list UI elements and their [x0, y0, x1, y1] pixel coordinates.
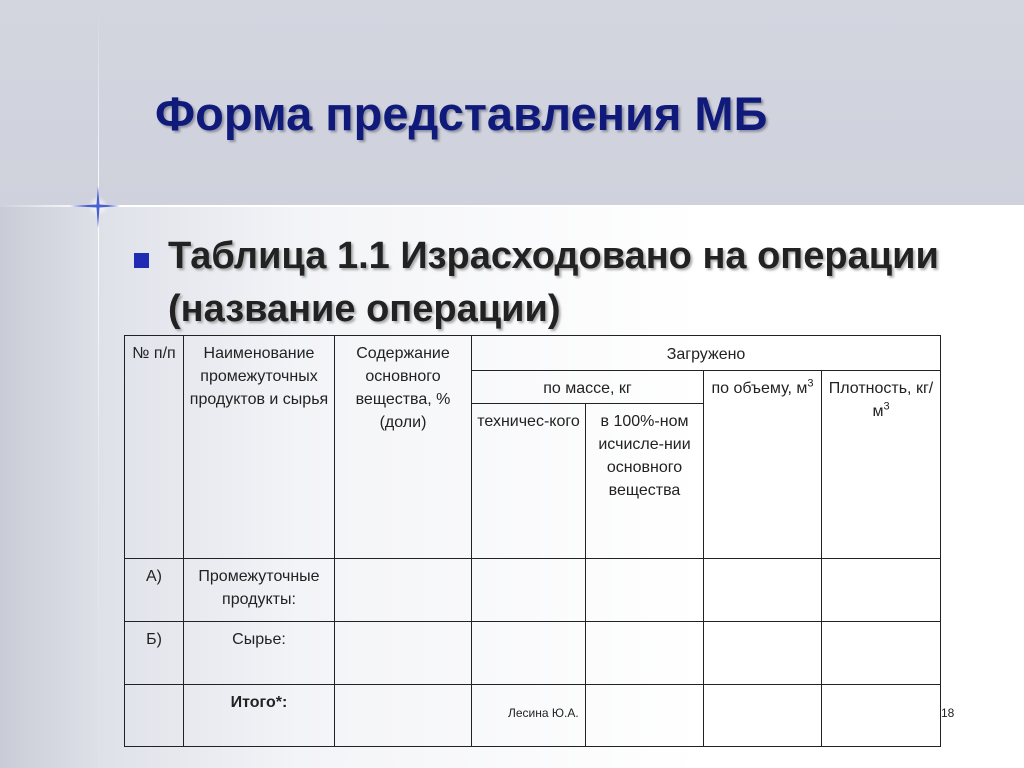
empty-cell: [704, 559, 822, 622]
empty-cell: [586, 622, 704, 685]
header-by-volume-sup: 3: [807, 377, 814, 390]
empty-cell: [586, 685, 704, 747]
sparkle-icon: [60, 178, 140, 238]
slide-title: Форма представления МБ: [155, 87, 768, 140]
empty-cell: [335, 622, 472, 685]
empty-cell: [472, 559, 586, 622]
bullet-square-icon: [134, 253, 149, 268]
row-name-cell: Сырье:: [184, 622, 335, 685]
row-num-cell: А): [125, 559, 184, 622]
table-row: [125, 559, 941, 622]
table-row: [125, 622, 941, 685]
page-number: 18: [941, 706, 955, 720]
row-name-cell: Итого*:: [184, 685, 335, 747]
header-in-100: в 100%-ном исчисле-нии основного вещества: [586, 404, 704, 559]
empty-cell: [822, 622, 941, 685]
row-name-cell: Промежуточные продукты:: [184, 559, 335, 622]
header-name: Наименование промежуточных продуктов и сырья: [184, 336, 335, 559]
header-density: [822, 371, 941, 559]
material-balance-table: [124, 335, 941, 747]
header-by-mass: по массе, кг: [472, 371, 704, 404]
header-density-sup: 3: [883, 400, 890, 413]
empty-cell: [704, 685, 822, 747]
empty-cell: [822, 559, 941, 622]
row-num-cell: Б): [125, 622, 184, 685]
empty-cell: [335, 685, 472, 747]
empty-cell: [586, 559, 704, 622]
header-by-volume-text: по объему, м: [711, 380, 808, 397]
row-num-cell: [125, 685, 184, 747]
empty-cell: [472, 622, 586, 685]
header-num: № п/п: [125, 336, 184, 559]
header-technical: техничес-кого: [472, 404, 586, 559]
empty-cell: [335, 559, 472, 622]
header-by-volume: [704, 371, 822, 559]
header-density-text: Плотность, кг/м: [828, 380, 934, 420]
header-content: Содержание основного вещества, % (доли): [335, 336, 472, 559]
empty-cell: [704, 622, 822, 685]
decorative-horizontal-line: [0, 205, 1024, 207]
empty-cell: [822, 685, 941, 747]
header-loaded: Загружено: [472, 336, 941, 371]
footer-author: Лесина Ю.А.: [508, 706, 579, 720]
decorative-vertical-line: [98, 0, 99, 768]
bullet-text: Таблица 1.1 Израсходовано на операции (название операции): [168, 235, 939, 330]
